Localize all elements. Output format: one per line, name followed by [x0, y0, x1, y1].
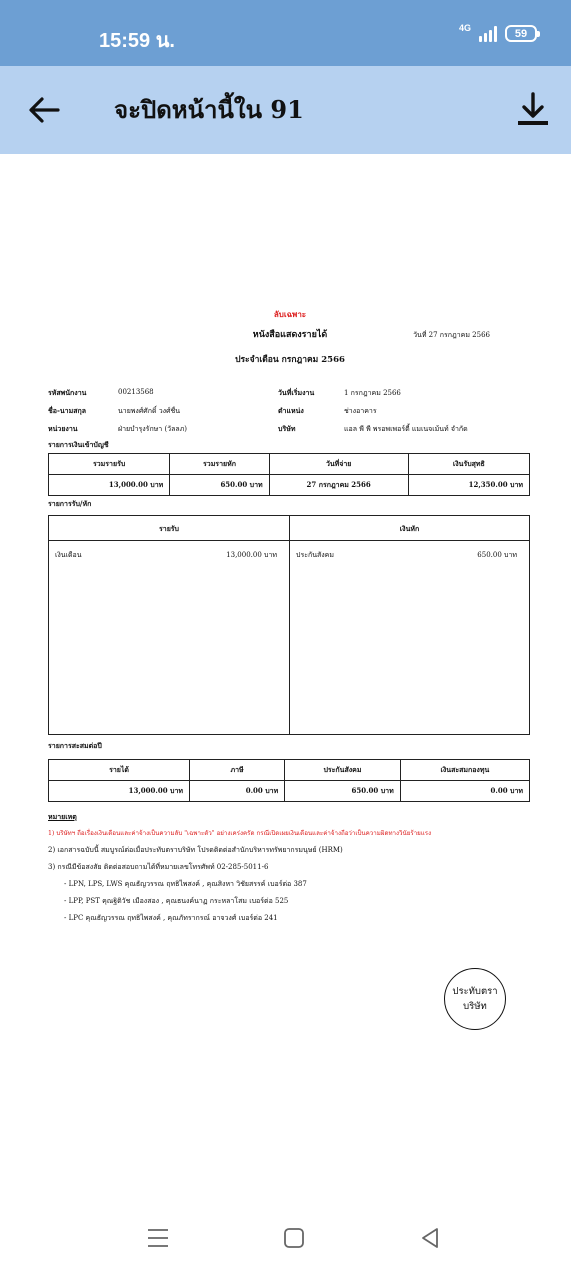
confidential-label: ลับเฉพาะ [273, 309, 307, 319]
unit-value: ฝ่ายบำรุงรักษา (วัลลภ) [118, 425, 188, 433]
download-icon [513, 88, 553, 132]
back-button[interactable] [24, 92, 64, 128]
notes [48, 808, 532, 927]
summary-header: เงินรับสุทธิ [408, 454, 529, 475]
ytd-header: รายได้ [49, 760, 190, 781]
battery-level: 59 [514, 27, 528, 40]
deduction-amount: 650.00 บาท [477, 551, 517, 559]
document-title: หนังสือแสดงรายได้ [252, 330, 328, 340]
note-1: 1) บริษัทฯ ถือเรื่องเงินเดือนและค่าจ้างเป็นความลับ "เฉพาะตัว" อย่างเคร่งครัด กรณีเปิดเผยเงินเดือนและค่าจ้างถือว่าเป็นความผิดทางวินัยร้ายแรง [48, 830, 432, 837]
app-bar [0, 66, 571, 154]
network-type: 4G [458, 23, 471, 33]
company-label: บริษัท [278, 424, 296, 433]
recent-apps-button[interactable] [142, 1224, 174, 1252]
battery-icon [505, 25, 537, 42]
summary-cell: 650.00 บาท [170, 475, 269, 496]
status-icons [459, 25, 537, 42]
status-time: 15:59 น. [99, 30, 175, 52]
stamp-line-2: บริษัท [463, 1001, 487, 1012]
summary-cell: 13,000.00 บาท [49, 475, 170, 496]
deduction-header: เงินหัก [290, 516, 529, 541]
bank-section-label: รายการเงินเข้าบัญชี [48, 440, 109, 449]
info-row [48, 424, 532, 438]
income-item: เงินเดือน [55, 551, 82, 559]
ytd-header: เงินสะสมกองทุน [400, 760, 529, 781]
document-header [48, 300, 532, 368]
income-header: รายรับ [49, 516, 289, 541]
payslip-document [48, 300, 532, 927]
position-label: ตำแหน่ง [278, 406, 304, 415]
signal-icon [479, 26, 497, 42]
deduction-item: ประกันสังคม [296, 551, 334, 559]
transactions-box [48, 515, 530, 735]
company-value: แอล พี พี พรอพเพอร์ตี้ แมเนจเม้นท์ จำกัด [344, 425, 468, 433]
table-row [49, 781, 530, 802]
download-button[interactable] [513, 88, 553, 132]
table-row [49, 454, 530, 475]
info-row [48, 388, 532, 402]
emp-id-value: 00213568 [118, 388, 154, 396]
status-bar [0, 0, 571, 66]
table-row [49, 760, 530, 781]
list-item [296, 550, 517, 561]
employee-info [48, 378, 532, 440]
notes-heading: หมายเหตุ [48, 812, 77, 821]
note-3c: - LPC คุณธัญวรรณ ฤทธิไพสงค์ , คุณภัทรากรณ์ อาจวงศ์ เบอร์ต่อ 241 [64, 914, 278, 922]
company-stamp [444, 968, 506, 1030]
name-value: นายพงศ์ศักดิ์ วงศ์ชื่น [118, 407, 181, 415]
ytd-cell: 13,000.00 บาท [49, 781, 190, 802]
summary-cell: 12,350.00 บาท [408, 475, 529, 496]
info-row [48, 406, 532, 420]
income-column [49, 516, 289, 734]
note-3: 3) กรณีมีข้อสงสัย ติดต่อสอบถามได้ที่หมายเลขโทรศัพท์ 02-285-5011-6 [48, 863, 269, 871]
document-date: วันที่ 27 กรกฎาคม 2566 [413, 331, 490, 339]
deduction-column [289, 516, 529, 734]
home-icon [278, 1224, 310, 1252]
emp-id-label: รหัสพนักงาน [48, 388, 87, 397]
back-triangle-icon [414, 1224, 446, 1252]
summary-header: รวมรายรับ [49, 454, 170, 475]
tx-section-label: รายการรับ/หัก [48, 499, 92, 508]
ytd-cell: 0.00 บาท [190, 781, 285, 802]
note-3b: - LPP, PST คุณฐิติวัช เมืองสอง , คุณธนงค์นาฏ กระหลาโสม เบอร์ต่อ 525 [64, 897, 289, 905]
ytd-table [48, 759, 530, 802]
note-3a: - LPN, LPS, LWS คุณธัญวรรณ ฤทธิไพสงค์ , คุณสิงหา วิชัยสรรค์ เบอร์ต่อ 387 [64, 880, 307, 888]
back-nav-button[interactable] [414, 1224, 446, 1252]
stamp-line-1: ประทับตรา [452, 986, 498, 997]
ytd-cell: 650.00 บาท [285, 781, 401, 802]
navigation-bar [0, 1196, 571, 1280]
start-date-value: 1 กรกฎาคม 2566 [344, 389, 401, 397]
position-value: ช่างอาคาร [344, 407, 377, 415]
ytd-section-label: รายการสะสมต่อปี [48, 741, 102, 750]
summary-table [48, 453, 530, 496]
back-arrow-icon [24, 92, 64, 128]
document-period: ประจำเดือน กรกฎาคม 2566 [235, 355, 345, 365]
home-button[interactable] [278, 1224, 310, 1252]
list-item [55, 550, 277, 561]
unit-label: หน่วยงาน [48, 424, 78, 433]
ytd-header: ประกันสังคม [285, 760, 401, 781]
start-date-label: วันที่เริ่มงาน [278, 388, 315, 397]
note-2: 2) เอกสารฉบับนี้ สมบูรณ์ต่อเมื่อประทับตราบริษัท โปรดติดต่อสำนักบริหารทรัพยากรมนุษย์ (HRM) [48, 846, 343, 854]
income-amount: 13,000.00 บาท [226, 551, 277, 559]
ytd-cell: 0.00 บาท [400, 781, 529, 802]
table-row [49, 475, 530, 496]
page-title: จะปิดหน้านี้ใน 91 [114, 95, 304, 124]
name-label: ชื่อ-นามสกุล [48, 406, 86, 415]
menu-icon [142, 1224, 174, 1252]
summary-header: รวมรายหัก [170, 454, 269, 475]
ytd-header: ภาษี [190, 760, 285, 781]
summary-header: วันที่จ่าย [269, 454, 408, 475]
summary-cell: 27 กรกฎาคม 2566 [269, 475, 408, 496]
